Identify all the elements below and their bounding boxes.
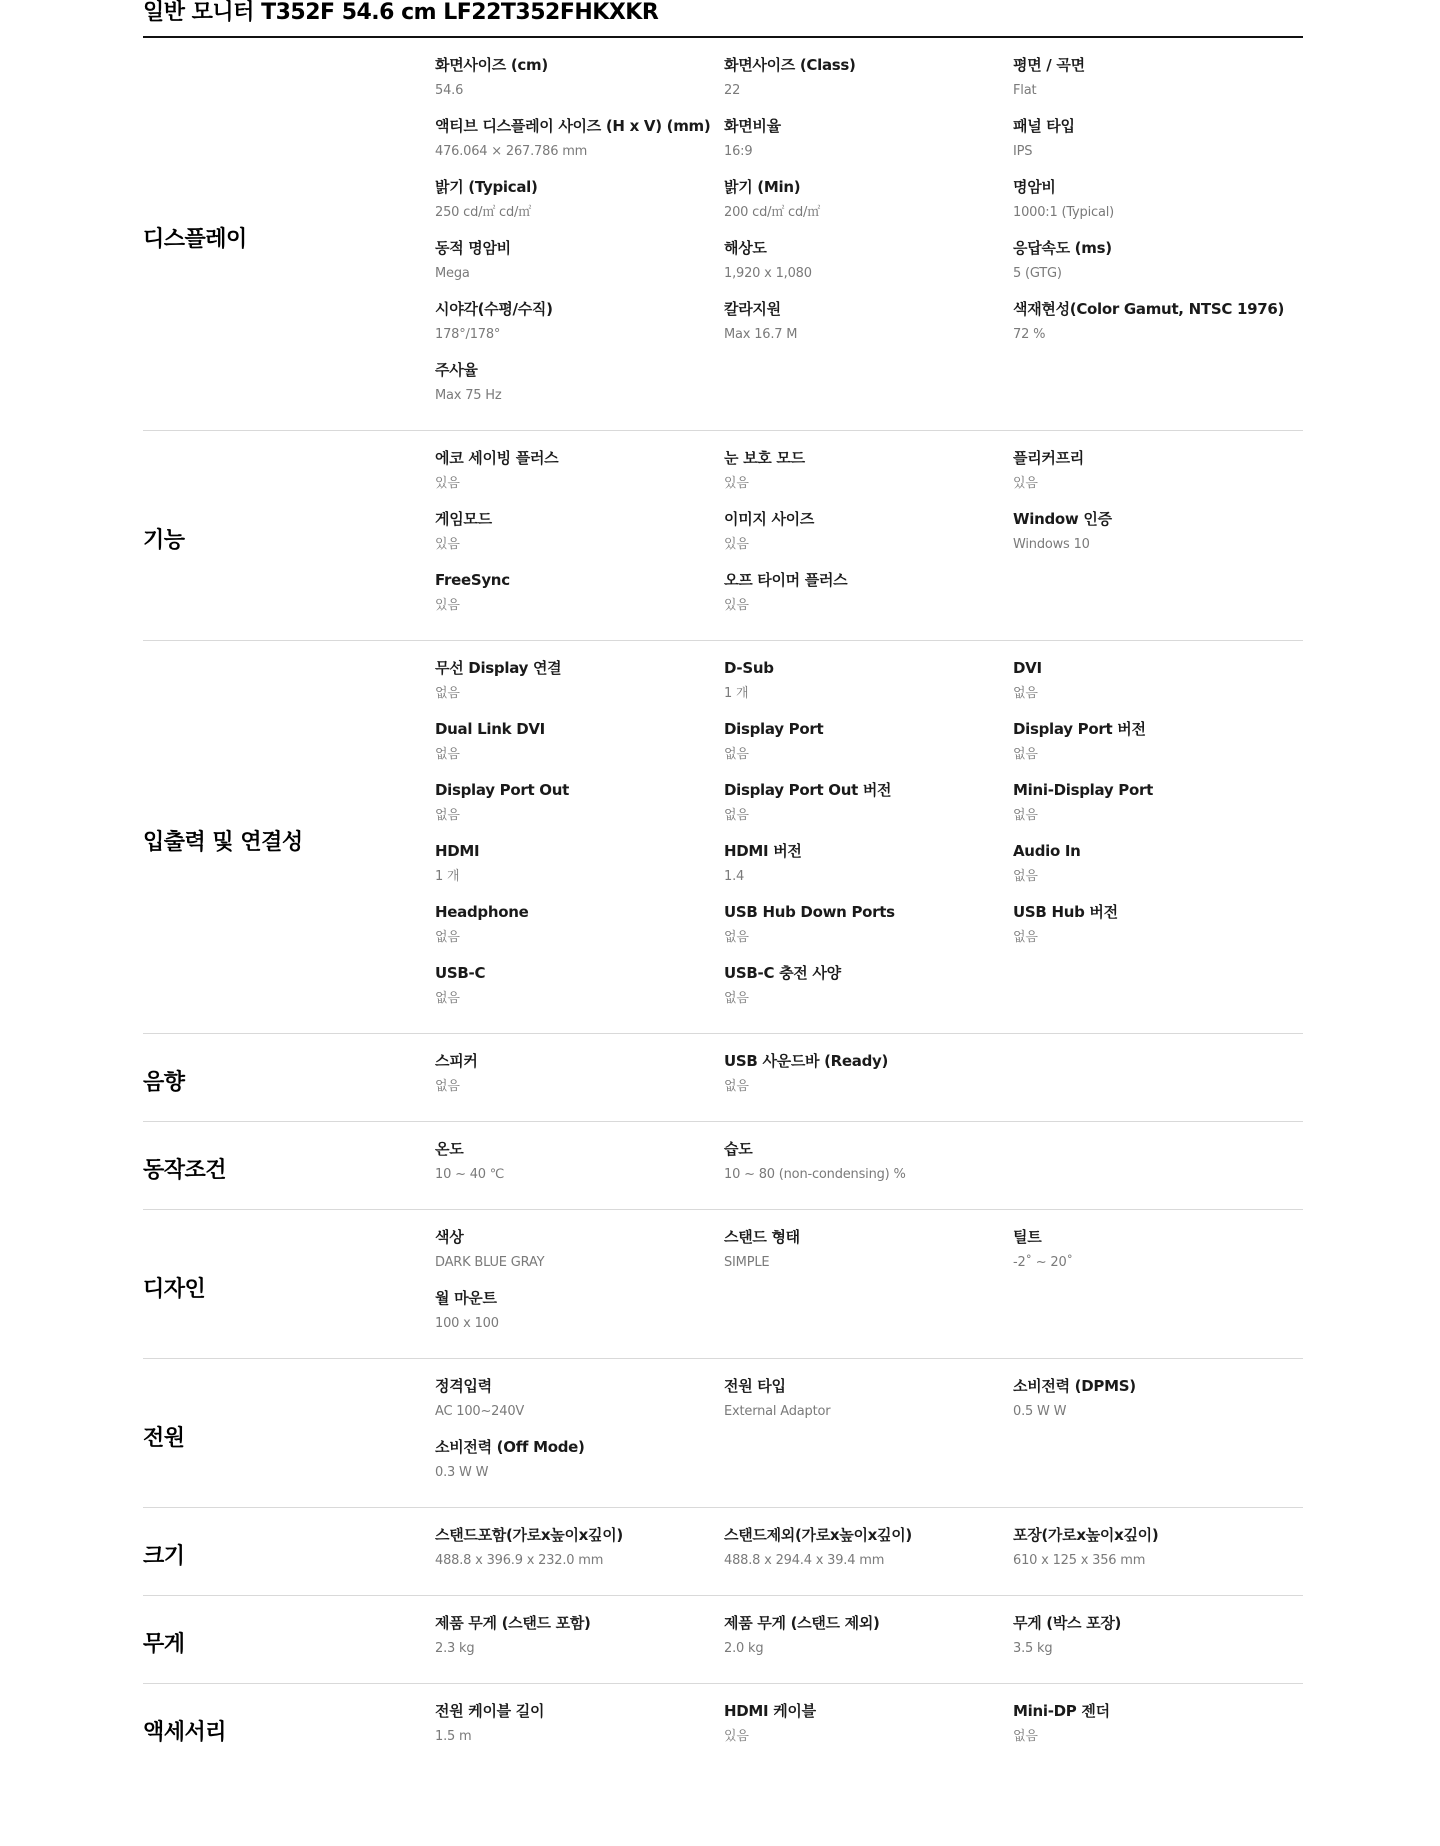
spec-value: 1.5 m: [435, 1729, 472, 1744]
spec-item: [724, 1700, 1013, 1761]
spec-grid: [435, 54, 1303, 420]
spec-value: Windows 10: [1013, 537, 1090, 552]
spec-label: 색재현성(Color Gamut, NTSC 1976): [1013, 300, 1285, 318]
spec-value: AC 100~240V: [435, 1404, 525, 1419]
spec-item: [724, 1375, 1013, 1436]
spec-label: Audio In: [1013, 842, 1081, 860]
spec-item: [724, 1050, 1013, 1111]
spec-label: Display Port Out: [435, 781, 569, 799]
spec-section: [143, 1034, 1303, 1122]
spec-item: [724, 840, 1013, 901]
spec-label: USB Hub 버전: [1013, 903, 1118, 921]
spec-section: [143, 38, 1303, 431]
spec-label: HDMI 버전: [724, 842, 802, 860]
spec-value: 없음: [724, 808, 749, 823]
spec-label: 습도: [724, 1140, 753, 1158]
spec-item: [435, 901, 724, 962]
section-heading: 무게: [143, 1632, 185, 1657]
spec-value: 있음: [724, 1729, 749, 1744]
spec-item: [435, 962, 724, 1023]
spec-label: 오프 타이머 플러스: [724, 571, 848, 589]
spec-value: 없음: [1013, 930, 1038, 945]
spec-item: [1013, 1524, 1303, 1585]
spec-item: [435, 779, 724, 840]
spec-value: 250 cd/㎡ cd/㎡: [435, 205, 532, 220]
spec-label: Window 인증: [1013, 510, 1112, 528]
spec-label: 게임모드: [435, 510, 492, 528]
spec-item: [724, 298, 1013, 359]
spec-label: 패널 타입: [1013, 117, 1075, 135]
section-heading: 음향: [143, 1070, 185, 1095]
spec-item: [1013, 657, 1303, 718]
spec-value: 없음: [1013, 1729, 1038, 1744]
spec-value: 1.4: [724, 869, 745, 884]
spec-item: [1013, 1226, 1303, 1287]
spec-value: 1 개: [724, 686, 749, 701]
spec-item: [724, 1524, 1013, 1585]
spec-label: Display Port Out 버전: [724, 781, 892, 799]
spec-value: 있음: [724, 537, 749, 552]
spec-value: 없음: [435, 991, 460, 1006]
spec-value: 1,920 x 1,080: [724, 266, 812, 281]
spec-value: 488.8 x 396.9 x 232.0 mm: [435, 1553, 604, 1568]
spec-label: 색상: [435, 1228, 464, 1246]
spec-value: 없음: [724, 747, 749, 762]
spec-item: [1013, 176, 1303, 237]
spec-item: [1013, 54, 1303, 115]
spec-label: 응답속도 (ms): [1013, 239, 1112, 257]
spec-label: USB Hub Down Ports: [724, 903, 895, 921]
spec-value: IPS: [1013, 144, 1033, 159]
spec-value: 있음: [724, 476, 749, 491]
spec-label: 에코 세이빙 플러스: [435, 449, 559, 467]
spec-label: 제품 무게 (스탠드 제외): [724, 1614, 880, 1632]
spec-item: [724, 1138, 1013, 1199]
spec-label: 밝기 (Min): [724, 178, 801, 196]
spec-label: USB-C: [435, 964, 486, 982]
spec-section: [143, 1359, 1303, 1508]
spec-item: [1013, 508, 1303, 569]
section-heading: 전원: [143, 1425, 185, 1451]
spec-grid: [435, 1138, 1303, 1199]
section-heading: 입출력 및 연결성: [143, 829, 303, 855]
spec-item: [435, 1226, 724, 1287]
spec-section: [143, 1210, 1303, 1359]
spec-value: -2˚ ~ 20˚: [1013, 1255, 1073, 1270]
spec-label: 스탠드 형태: [724, 1228, 800, 1246]
spec-value: External Adaptor: [724, 1404, 831, 1419]
spec-label: 화면비율: [724, 117, 781, 135]
spec-label: 소비전력 (Off Mode): [435, 1438, 585, 1456]
spec-label: 칼라지원: [724, 300, 781, 318]
spec-label: 화면사이즈 (cm): [435, 56, 548, 74]
spec-value: SIMPLE: [724, 1255, 770, 1270]
section-heading: 동작조건: [143, 1158, 227, 1183]
spec-value: 있음: [435, 537, 460, 552]
spec-item: [435, 508, 724, 569]
spec-label: D-Sub: [724, 659, 774, 677]
spec-label: 주사율: [435, 361, 478, 379]
spec-value: 없음: [724, 930, 749, 945]
spec-label: 온도: [435, 1140, 464, 1158]
spec-label: 해상도: [724, 239, 767, 257]
spec-label: 제품 무게 (스탠드 포함): [435, 1614, 591, 1632]
spec-label: 스탠드포함(가로x높이x깊이): [435, 1526, 623, 1544]
spec-label: 스탠드제외(가로x높이x깊이): [724, 1526, 912, 1544]
spec-value: 178°/178°: [435, 327, 501, 342]
spec-value: 있음: [435, 476, 460, 491]
spec-item: [724, 962, 1013, 1023]
spec-label: 소비전력 (DPMS): [1013, 1377, 1136, 1395]
spec-item: [435, 1375, 724, 1436]
spec-section: [143, 1684, 1303, 1771]
spec-label: Mini-DP 젠더: [1013, 1702, 1110, 1720]
spec-item: [1013, 115, 1303, 176]
spec-value: 없음: [435, 747, 460, 762]
spec-value: 있음: [1013, 476, 1038, 491]
spec-value: 없음: [724, 991, 749, 1006]
spec-label: HDMI: [435, 842, 480, 860]
spec-item: [1013, 298, 1303, 359]
spec-item: [1013, 447, 1303, 508]
spec-value: 없음: [435, 930, 460, 945]
spec-value: Mega: [435, 266, 470, 281]
spec-value: 없음: [1013, 686, 1038, 701]
spec-item: [724, 779, 1013, 840]
spec-label: 평면 / 곡면: [1013, 56, 1085, 74]
spec-value: DARK BLUE GRAY: [435, 1255, 545, 1270]
spec-label: 액티브 디스플레이 사이즈 (H x V) (mm): [435, 117, 711, 135]
spec-label: 무선 Display 연결: [435, 659, 562, 677]
spec-item: [435, 1138, 724, 1199]
spec-value: 0.5 W W: [1013, 1404, 1067, 1419]
spec-value: 2.0 kg: [724, 1641, 764, 1656]
spec-item: [435, 115, 724, 176]
spec-value: 없음: [1013, 747, 1038, 762]
spec-section: [143, 1596, 1303, 1684]
spec-value: 없음: [1013, 869, 1038, 884]
spec-value: 0.3 W W: [435, 1465, 489, 1480]
spec-label: 무게 (박스 포장): [1013, 1614, 1122, 1632]
spec-label: 전원 케이블 길이: [435, 1702, 545, 1720]
section-heading: 디자인: [143, 1276, 206, 1302]
spec-value: 3.5 kg: [1013, 1641, 1053, 1656]
spec-item: [1013, 1612, 1303, 1673]
spec-value: 1 개: [435, 869, 460, 884]
spec-label: 전원 타입: [724, 1377, 786, 1395]
spec-value: 54.6: [435, 83, 464, 98]
spec-value: 10 ~ 80 (non-condensing) %: [724, 1167, 906, 1182]
spec-value: 5 (GTG): [1013, 266, 1062, 281]
spec-value: 없음: [1013, 808, 1038, 823]
spec-item: [724, 176, 1013, 237]
spec-item: [435, 569, 724, 630]
spec-value: 없음: [724, 1079, 749, 1094]
section-heading: 액세서리: [143, 1720, 227, 1745]
page-title: 일반 모니터 T352F 54.6 cm LF22T352FHKXKR: [143, 0, 1303, 38]
spec-item: [724, 569, 1013, 630]
spec-item: [435, 1524, 724, 1585]
spec-label: Dual Link DVI: [435, 720, 545, 738]
spec-grid: [435, 1226, 1303, 1348]
spec-value: 없음: [435, 808, 460, 823]
spec-item: [435, 840, 724, 901]
spec-section: [143, 1508, 1303, 1596]
spec-item: [1013, 1700, 1303, 1761]
spec-item: [435, 1287, 724, 1348]
spec-item: [724, 657, 1013, 718]
spec-label: Mini-Display Port: [1013, 781, 1153, 799]
spec-section: [143, 641, 1303, 1034]
spec-label: USB-C 충전 사양: [724, 964, 841, 982]
spec-label: 플리커프리: [1013, 449, 1084, 467]
spec-value: 1000:1 (Typical): [1013, 205, 1115, 220]
spec-item: [435, 1050, 724, 1111]
spec-grid: [435, 447, 1303, 630]
spec-label: USB 사운드바 (Ready): [724, 1052, 889, 1070]
spec-value: 없음: [435, 1079, 460, 1094]
spec-item: [1013, 840, 1303, 901]
spec-label: 정격입력: [435, 1377, 492, 1395]
spec-item: [724, 1226, 1013, 1287]
spec-value: 610 x 125 x 356 mm: [1013, 1553, 1146, 1568]
spec-sections: [143, 38, 1303, 1771]
spec-value: Flat: [1013, 83, 1037, 98]
spec-item: [435, 359, 724, 420]
spec-label: 시야각(수평/수직): [435, 300, 553, 318]
spec-label: FreeSync: [435, 571, 510, 589]
spec-item: [435, 447, 724, 508]
spec-item: [1013, 779, 1303, 840]
spec-label: 명암비: [1013, 178, 1056, 196]
spec-item: [724, 508, 1013, 569]
spec-item: [1013, 1375, 1303, 1436]
spec-grid: [435, 1375, 1303, 1497]
spec-label: 화면사이즈 (Class): [724, 56, 856, 74]
spec-item: [435, 1612, 724, 1673]
spec-item: [435, 1436, 724, 1497]
spec-label: 스피커: [435, 1052, 478, 1070]
spec-value: 10 ~ 40 ℃: [435, 1167, 505, 1182]
spec-grid: [435, 1700, 1303, 1761]
spec-item: [724, 1612, 1013, 1673]
spec-label: 포장(가로x높이x깊이): [1013, 1526, 1159, 1544]
spec-item: [435, 54, 724, 115]
spec-item: [435, 237, 724, 298]
spec-grid: [435, 657, 1303, 1023]
spec-value: 2.3 kg: [435, 1641, 475, 1656]
spec-label: HDMI 케이블: [724, 1702, 816, 1720]
spec-section: [143, 1122, 1303, 1210]
spec-value: Max 16.7 M: [724, 327, 798, 342]
spec-label: 밝기 (Typical): [435, 178, 538, 196]
spec-label: Display Port: [724, 720, 824, 738]
spec-item: [724, 718, 1013, 779]
spec-grid: [435, 1524, 1303, 1585]
spec-label: 이미지 사이즈: [724, 510, 815, 528]
spec-item: [435, 298, 724, 359]
section-heading: 디스플레이: [143, 226, 247, 252]
spec-grid: [435, 1612, 1303, 1673]
spec-value: 200 cd/㎡ cd/㎡: [724, 205, 821, 220]
spec-value: 있음: [435, 598, 460, 613]
spec-item: [1013, 718, 1303, 779]
spec-label: 월 마운트: [435, 1289, 497, 1307]
spec-label: 동적 명암비: [435, 239, 511, 257]
spec-value: 있음: [724, 598, 749, 613]
spec-item: [1013, 237, 1303, 298]
spec-item: [435, 1700, 724, 1761]
spec-item: [435, 718, 724, 779]
spec-label: Display Port 버전: [1013, 720, 1146, 738]
spec-item: [435, 176, 724, 237]
spec-value: 없음: [435, 686, 460, 701]
spec-value: Max 75 Hz: [435, 388, 502, 403]
spec-item: [724, 901, 1013, 962]
spec-value: 22: [724, 83, 741, 98]
spec-item: [724, 447, 1013, 508]
section-heading: 기능: [143, 528, 185, 553]
spec-section: [143, 431, 1303, 641]
spec-label: Headphone: [435, 903, 529, 921]
spec-item: [1013, 901, 1303, 962]
spec-value: 16:9: [724, 144, 753, 159]
spec-label: 눈 보호 모드: [724, 449, 805, 467]
spec-value: 488.8 x 294.4 x 39.4 mm: [724, 1553, 885, 1568]
spec-label: 틸트: [1013, 1228, 1042, 1246]
spec-label: DVI: [1013, 659, 1042, 677]
spec-item: [435, 657, 724, 718]
section-heading: 크기: [143, 1544, 185, 1569]
spec-value: 72 %: [1013, 327, 1046, 342]
spec-grid: [435, 1050, 1303, 1111]
spec-item: [724, 54, 1013, 115]
spec-item: [724, 237, 1013, 298]
spec-value: 100 x 100: [435, 1316, 499, 1331]
spec-value: 476.064 × 267.786 mm: [435, 144, 588, 159]
spec-item: [724, 115, 1013, 176]
